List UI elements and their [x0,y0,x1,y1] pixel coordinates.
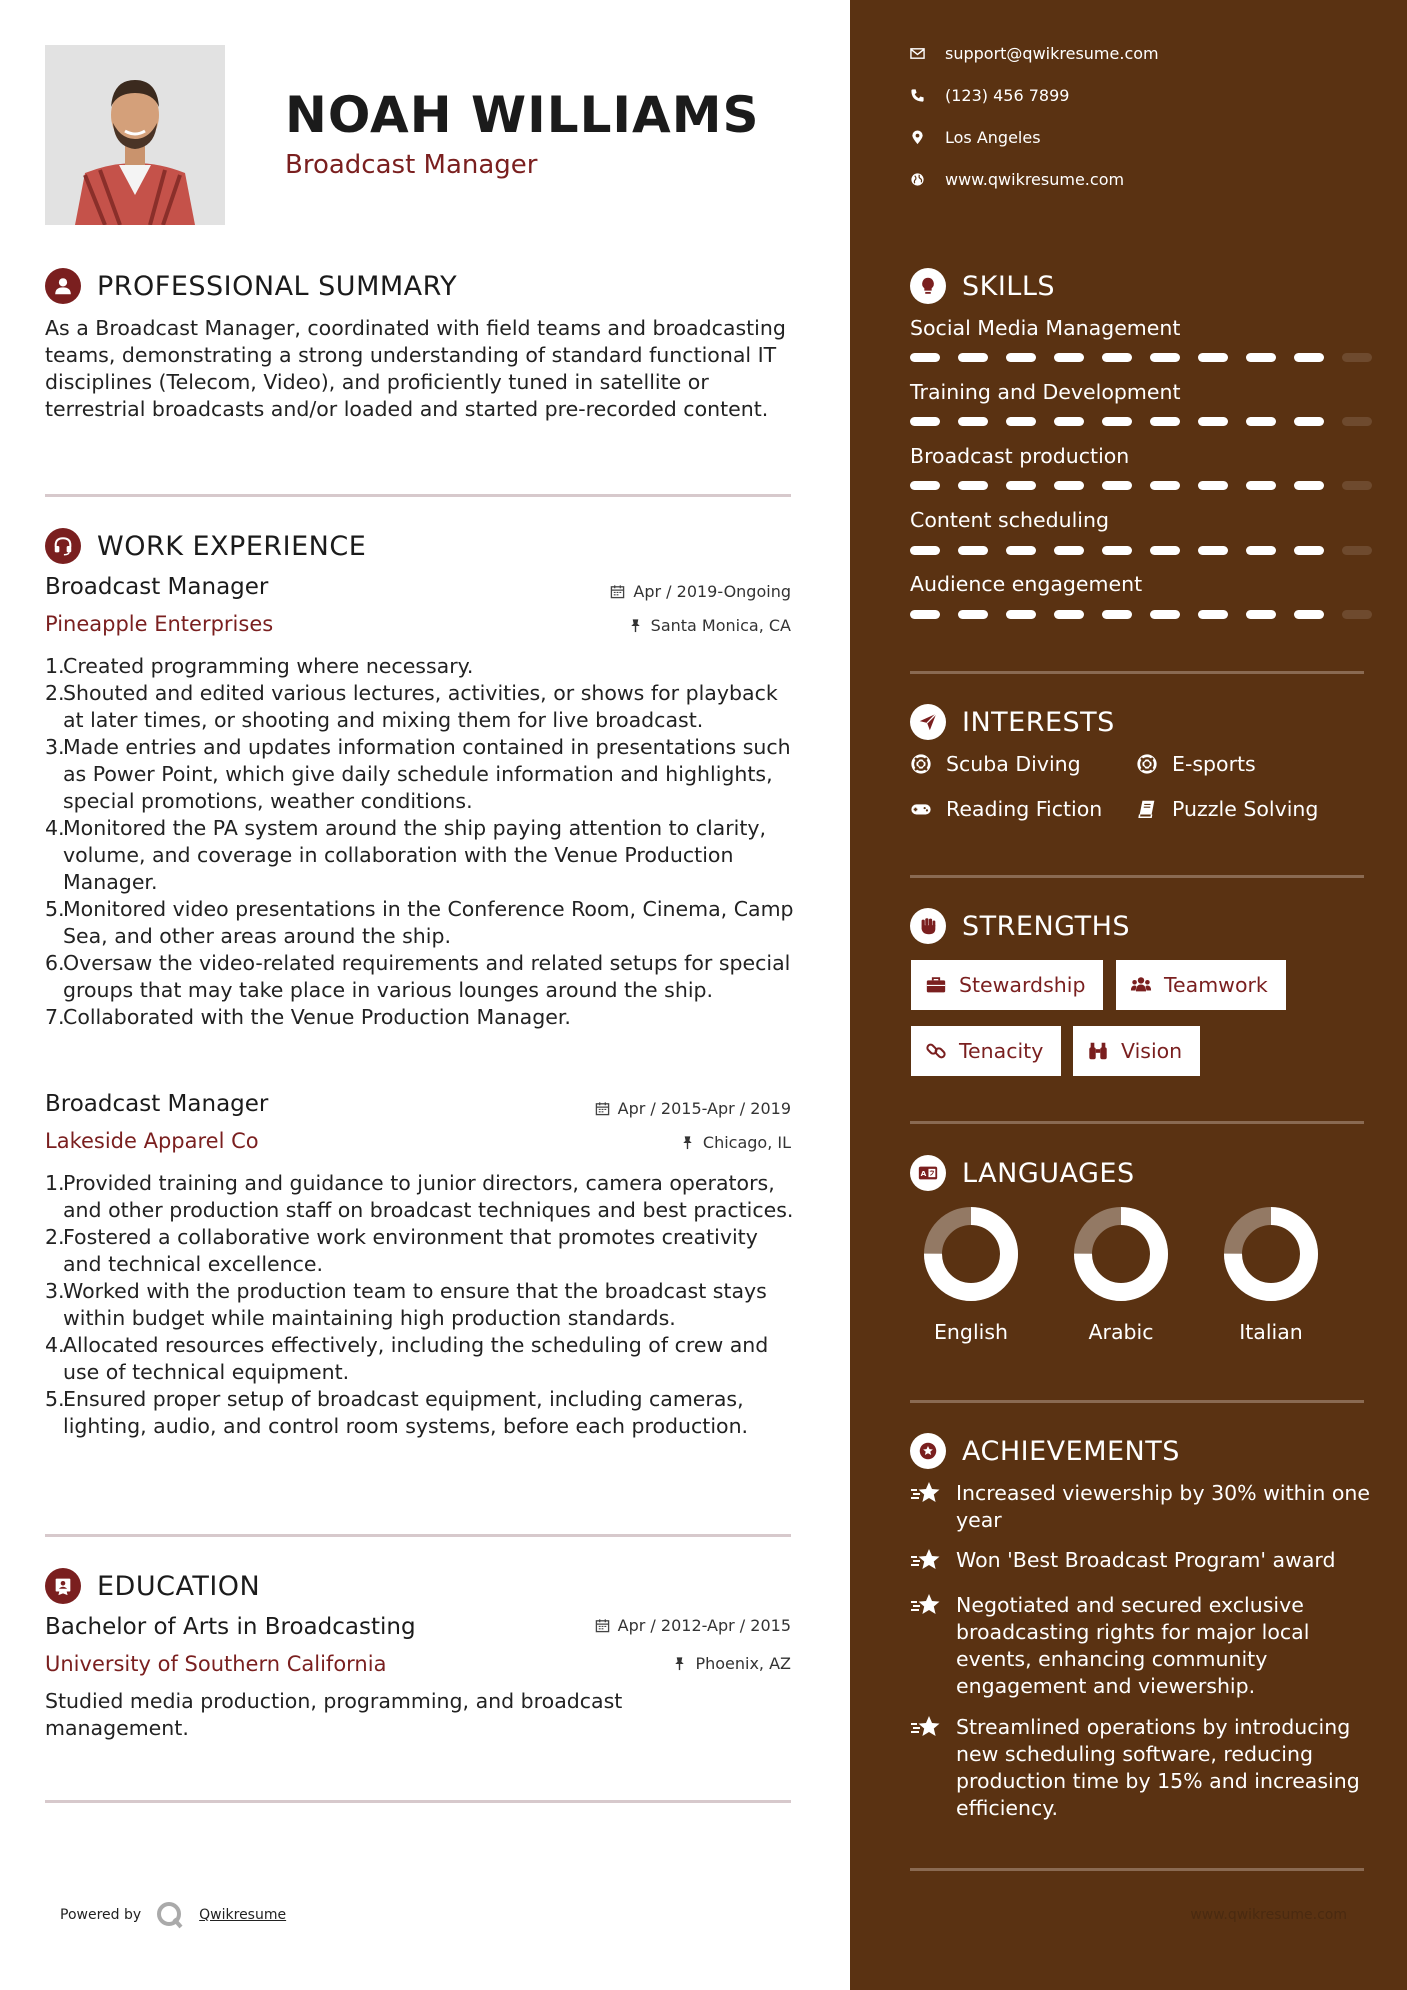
degree-title: Bachelor of Arts in Broadcasting [45,1614,416,1640]
candidate-role: Broadcast Manager [285,150,538,180]
skill-dash [1342,417,1372,426]
divider [910,671,1364,674]
skill-dash [1342,353,1372,362]
interests-title: INTERESTS [962,706,1115,738]
star-badge-icon [910,1433,946,1469]
pin-icon [672,1656,687,1671]
skill-name: Training and Development [910,380,1181,404]
watermark: www.qwikresume.com [1190,1907,1347,1923]
skill-dash [1294,546,1324,555]
strength-label: Stewardship [959,973,1086,997]
strength-label: Tenacity [959,1039,1044,1063]
skills-heading [910,268,1055,304]
life-ring-icon [1136,753,1158,775]
interest-label: Scuba Diving [946,752,1081,776]
skill-dash [958,417,988,426]
skill-dash [958,353,988,362]
job-location-text: Chicago, IL [702,1133,791,1152]
skill-dash [958,481,988,490]
language-ring [1223,1206,1319,1302]
job-company: Lakeside Apparel Co [45,1129,259,1153]
calendar-icon [595,1618,610,1633]
skill-name: Content scheduling [910,508,1110,532]
skill-dash [1102,481,1132,490]
star-speed-icon [910,1714,942,1742]
skill-dash [1198,353,1228,362]
skill-dash [910,353,940,362]
powered-by [60,1900,286,1930]
fist-icon [910,908,946,944]
experience-title: WORK EXPERIENCE [97,530,367,562]
achievement-text: Negotiated and secured exclusive broadcasting rights for major local events, enhancing community engagement and viewership. [956,1593,1310,1698]
duty-item: 2. Shouted and edited various lectures, activities, or shows for playback at later times, or shooting and mixing them for live broadcast. [45,681,778,732]
strength-label: Teamwork [1164,973,1268,997]
education-description: Studied media production, programming, and broadcast management. [45,1689,623,1740]
divider [45,1534,791,1537]
duty-item: 4. Allocated resources effectively, including the scheduling of crew and use of technical equipment. [45,1333,769,1384]
education-title: EDUCATION [97,1570,261,1602]
skill-dash [1054,610,1084,619]
skill-dash [1102,610,1132,619]
skill-rating [910,417,1372,426]
achievement-item [910,1714,1370,1822]
skill-dash [1342,481,1372,490]
strength-badge [1116,960,1286,1010]
paper-plane-icon [910,704,946,740]
skill-dash [1294,610,1324,619]
qwikresume-logo-icon [155,1900,185,1930]
job-location [628,616,791,635]
skill-rating [910,353,1372,362]
life-ring-icon [910,753,932,775]
language-item [916,1206,1026,1344]
interest-item [910,752,1081,776]
duty-item: 3. Made entries and updates information contained in presentations such as Power Point, which give daily schedule information and highlights, special promotions, weather conditions. [45,735,791,813]
skill-dash [1150,481,1180,490]
skills-title: SKILLS [962,270,1056,302]
star-speed-icon [910,1592,942,1620]
lightbulb-icon [910,268,946,304]
divider [910,1868,1364,1871]
qwikresume-link[interactable]: Qwikresume [199,1907,287,1923]
skill-dash [910,417,940,426]
skill-dash [1006,610,1036,619]
duty-list [45,1170,795,1440]
pin-icon [680,1135,695,1150]
duty-item: 6. Oversaw the video-related requirements and related setups for special groups that may take place in various lounges around the ship. [45,951,791,1002]
duty-item: 7. Collaborated with the Venue Production Manager. [45,1005,571,1029]
strengths-heading [910,908,1130,944]
duty-item: 4. Monitored the PA system around the ship paying attention to clarity, volume, and coverage in collaboration with the Venue Production Manager. [45,816,767,894]
star-speed-icon [910,1480,942,1508]
achievement-text: Won 'Best Broadcast Program' award [956,1548,1336,1572]
skill-dash [1198,417,1228,426]
user-icon [45,268,81,304]
skill-dash [1246,610,1276,619]
contact-website[interactable] [910,170,1124,189]
job-location-text: Santa Monica, CA [650,616,791,635]
divider [910,875,1364,878]
contact-website-text: www.qwikresume.com [945,170,1125,189]
svg-text:A: A [920,1169,927,1179]
languages-title: LANGUAGES [962,1157,1135,1189]
language-label: Italian [1239,1320,1303,1344]
skill-dash [1294,417,1324,426]
skill-dash [958,546,988,555]
skill-dash [1102,417,1132,426]
skill-dash [1054,481,1084,490]
duty-item: 5. Monitored video presentations in the Conference Room, Cinema, Camp Sea, and other areas around the ship. [45,897,794,948]
education-location [672,1654,791,1673]
job-dates [595,1099,791,1118]
skill-dash [1006,417,1036,426]
interest-label: E-sports [1172,752,1256,776]
contact-phone-text: (123) 456 7899 [945,86,1070,105]
globe-icon [910,172,925,187]
skill-dash [1246,546,1276,555]
skill-dash [1054,353,1084,362]
achievement-text: Streamlined operations by introducing new scheduling software, reducing production time by 15% and increasing efficiency. [956,1715,1360,1820]
skill-dash [1246,417,1276,426]
skill-dash [1294,481,1324,490]
contact-phone[interactable] [910,86,1069,105]
education-heading [45,1568,260,1604]
map-marker-icon [910,130,925,145]
skill-dash [1198,481,1228,490]
language-item [1216,1206,1326,1344]
star-speed-icon [910,1547,942,1575]
education-dates [595,1616,791,1635]
achievement-item [910,1547,1370,1575]
education-dates-text: Apr / 2012-Apr / 2015 [617,1616,791,1635]
language-label: English [933,1320,1009,1344]
skill-dash [1006,353,1036,362]
skill-dash [1102,546,1132,555]
candidate-name: NOAH WILLIAMS [285,86,760,144]
strength-label: Vision [1121,1039,1183,1063]
skill-name: Social Media Management [910,316,1181,340]
powered-by-label: Powered by [60,1907,142,1923]
summary-text: As a Broadcast Manager, coordinated with field teams and broadcasting teams, demonstrating a strong understanding of standard functional IT disciplines (Telecom, Video), and proficiently tuned in satellite or terrestrial broadcasts and/or loaded and started pre-recorded content. [45,316,786,421]
headset-icon [45,528,81,564]
skill-dash [1150,353,1180,362]
duty-item: 5. Ensured proper setup of broadcast equipment, including cameras, lighting, audio, and control room systems, before each production. [45,1387,749,1438]
contact-email-text: support@qwikresume.com [945,44,1159,63]
users-icon [1130,974,1152,996]
binoculars-icon [1087,1040,1109,1062]
contact-location-text: Los Angeles [945,128,1041,147]
job-title: Broadcast Manager [45,574,269,600]
strength-badge [911,1026,1061,1076]
skill-dash [1102,353,1132,362]
duty-item: 3. Worked with the production team to ensure that the broadcast stays within budget while maintaining high production standards. [45,1279,767,1330]
skill-dash [1054,417,1084,426]
skill-dash [1342,546,1372,555]
summary-title: PROFESSIONAL SUMMARY [97,270,458,302]
job-dates [610,582,791,601]
achievement-item [910,1480,1370,1534]
skill-dash [1054,546,1084,555]
interest-label: Reading Fiction [946,797,1103,821]
duty-item: 1. Created programming where necessary. [45,654,474,678]
interests-heading [910,704,1115,740]
achievements-title: ACHIEVEMENTS [962,1435,1180,1467]
job-title: Broadcast Manager [45,1091,269,1117]
skill-dash [1246,353,1276,362]
skill-rating [910,610,1372,619]
contact-email[interactable] [910,44,1159,63]
skill-dash [1150,610,1180,619]
skill-dash [1246,481,1276,490]
profile-photo [45,45,225,225]
achievement-text: Increased viewership by 30% within one year [956,1481,1371,1532]
skill-dash [910,481,940,490]
skill-dash [1294,353,1324,362]
languages-heading [910,1155,1135,1191]
language-ring [1073,1206,1169,1302]
strengths-title: STRENGTHS [962,910,1131,942]
language-item [1066,1206,1176,1344]
pin-icon [628,618,643,633]
strength-badge [911,960,1103,1010]
job-dates-text: Apr / 2019-Ongoing [633,582,791,601]
interest-item [910,797,1102,821]
skill-dash [1006,546,1036,555]
duty-list [45,653,795,1031]
graduation-icon [45,1568,81,1604]
duty-item: 2. Fostered a collaborative work environment that promotes creativity and technical excellence. [45,1225,758,1276]
strength-badge [1073,1026,1200,1076]
interest-item [1136,752,1256,776]
envelope-icon [910,46,925,61]
contact-location [910,128,1041,147]
link-icon [925,1040,947,1062]
skill-rating [910,546,1372,555]
book-icon [1136,798,1158,820]
job-company: Pineapple Enterprises [45,612,274,636]
skill-dash [1198,546,1228,555]
divider [45,1800,791,1803]
divider [910,1121,1364,1124]
divider [910,1400,1364,1403]
experience-heading [45,528,366,564]
phone-icon [910,88,925,103]
skill-name: Broadcast production [910,444,1130,468]
skill-dash [1198,610,1228,619]
calendar-icon [610,584,625,599]
skill-rating [910,481,1372,490]
duty-item: 1. Provided training and guidance to junior directors, camera operators, and other production staff on broadcast techniques and best practices. [45,1171,794,1222]
achievement-item [910,1592,1370,1700]
interest-label: Puzzle Solving [1172,797,1319,821]
job-location [680,1133,791,1152]
skill-dash [958,610,988,619]
skill-dash [910,610,940,619]
language-ring [923,1206,1019,1302]
briefcase-icon [925,974,947,996]
interest-item [1136,797,1318,821]
calendar-icon [595,1101,610,1116]
skill-name: Audience engagement [910,572,1143,596]
skill-dash [1150,417,1180,426]
skill-dash [1006,481,1036,490]
school-name: University of Southern California [45,1652,387,1676]
language-label: Arabic [1088,1320,1154,1344]
skill-dash [1150,546,1180,555]
achievements-heading [910,1433,1180,1469]
job-dates-text: Apr / 2015-Apr / 2019 [617,1099,791,1118]
gamepad-icon [910,798,932,820]
education-location-text: Phoenix, AZ [695,1654,791,1673]
skill-dash [1342,610,1372,619]
summary-heading [45,268,457,304]
divider [45,494,791,497]
language-icon [910,1155,946,1191]
skill-dash [910,546,940,555]
